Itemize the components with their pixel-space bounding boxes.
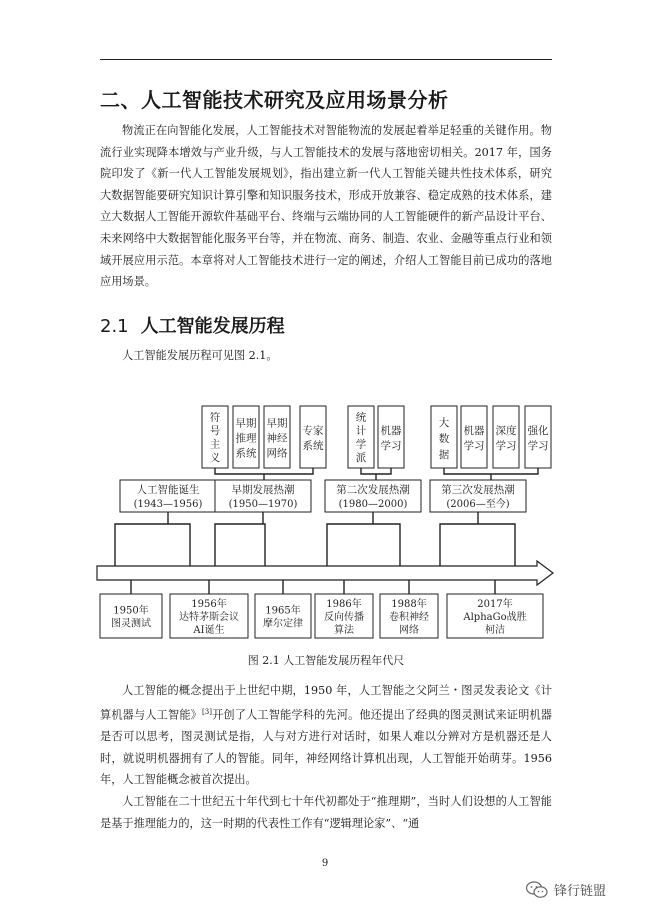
tech-label: 强化学习 [527, 425, 549, 452]
tech-box [525, 406, 551, 468]
timeline-figure [95, 398, 557, 646]
era-name: 第三次发展热潮 [441, 484, 515, 496]
citation-ref: [3] [202, 707, 212, 716]
bracket-early [215, 468, 313, 474]
era-years: (1950—1970) [228, 499, 298, 510]
event-label: 摩尔定律 [263, 618, 303, 630]
event-label: 1986年 [326, 599, 362, 610]
paragraph-reasoning-period: 人工智能在二十世纪五十年代到七十年代初都处于“推理期”，当时人们设想的人工智能是基于推理能力的，这一时期的代表性工作有“逻辑理论家”、“通 [100, 795, 552, 830]
wechat-icon [526, 881, 548, 899]
timeline-axis-arrow [97, 561, 553, 585]
tech-label: 机器学习 [463, 425, 485, 452]
tech-box [378, 406, 404, 468]
event-label: 1956年 [191, 599, 227, 610]
watermark-text: 锋行链盟 [554, 884, 607, 899]
event-label: 算法 [334, 625, 354, 636]
tech-label: 早期推理系统 [235, 417, 257, 460]
era-name: 早期发展热潮 [231, 484, 295, 496]
era-years: (1943—1956) [133, 499, 203, 510]
event-label: 1950年 [113, 605, 149, 617]
subsection-title: 人工智能发展历程 [140, 316, 285, 337]
tech-label: 统计学派 [355, 411, 367, 464]
bracket-second [361, 468, 391, 474]
figure-caption: 图 2.1 人工智能发展历程年代尺 [247, 654, 405, 667]
figure-reference-text: 人工智能发展历程可见图 2.1。 [122, 349, 278, 362]
event-label: 2017年 [477, 599, 513, 610]
tech-label: 专家系统 [302, 425, 324, 452]
era-years: (2006—至今) [446, 499, 510, 510]
paragraph-turing-text-1: 人工智能的概念提出于上世纪中期，1950 年，人工智能之父阿兰・图灵发表论文《计算机器与人工智能》 [100, 684, 552, 722]
event-label: 图灵测试 [111, 618, 151, 630]
bracket-third [444, 468, 538, 474]
event-label: 1965年 [265, 605, 301, 617]
event-label: 反向传播 [324, 612, 364, 623]
watermark [526, 880, 606, 899]
subsection-number: 2.1 [100, 316, 129, 337]
tech-box [493, 406, 519, 468]
event-label: AI诞生 [193, 625, 225, 636]
era-years: (1980—2000) [338, 499, 408, 510]
tech-box [461, 406, 487, 468]
tech-box [300, 406, 326, 468]
era-name: 第二次发展热潮 [336, 484, 410, 496]
page-number: 9 [321, 858, 329, 869]
section-title: 二、人工智能技术研究及应用场景分析 [100, 88, 449, 112]
event-label: 网络 [399, 625, 419, 636]
event-label: 卷积神经 [389, 612, 429, 623]
paragraph-turing-text-2: 开创了人工智能学科的先河。他还提出了经典的图灵测试来证明机器是否可以思考，图灵测试是指，人与对方进行对话时，如果人难以分辨对方是机器还是人时，就说明机器拥有了人的智能。同年，神经网络计算机出现，人工智能开始萌芽。1956 年，人工智能概念被首次提出。 [100, 708, 552, 787]
event-label: AlphaGo战胜 [463, 612, 527, 623]
era-name: 人工智能诞生 [136, 484, 200, 496]
event-label: 达特茅斯会议 [179, 612, 239, 623]
tech-label: 大数据 [438, 417, 450, 461]
event-label: 柯洁 [485, 625, 505, 636]
subsection-heading [100, 312, 560, 338]
tech-label: 早期神经网络 [266, 417, 288, 460]
tech-label: 深度学习 [495, 425, 517, 452]
event-label: 1988年 [391, 599, 427, 610]
tech-label: 符号主义 [209, 411, 221, 464]
tech-label: 机器学习 [380, 425, 402, 452]
paragraph-turing [100, 680, 552, 791]
intro-paragraph: 物流正在向智能化发展，人工智能技术对智能物流的发展起着举足轻重的关键作用。物流行业实现降本增效与产业升级，与人工智能技术的发展与落地密切相关。2017 年，国务院印发了《新一代人工智能发展规划》，指出建立新一代人工智能关键共性技术体系，研究大数据智能要研究知识计算引擎和知识服务技术，形成开放兼容、稳定成熟的技术体系，建立大数据人工智能开源软件基础平台、终端与云端协同的人工智能硬件的新产品设计平台、未来网络中大数据智能化服务平台等，并在物流、商务、制造、农业、金融等重点行业和领域开展应用示范。本章将对人工智能技术进行一定的阐述，介绍人工智能目前已成功的落地应用场景。 [100, 124, 552, 289]
header-rule [100, 59, 552, 60]
